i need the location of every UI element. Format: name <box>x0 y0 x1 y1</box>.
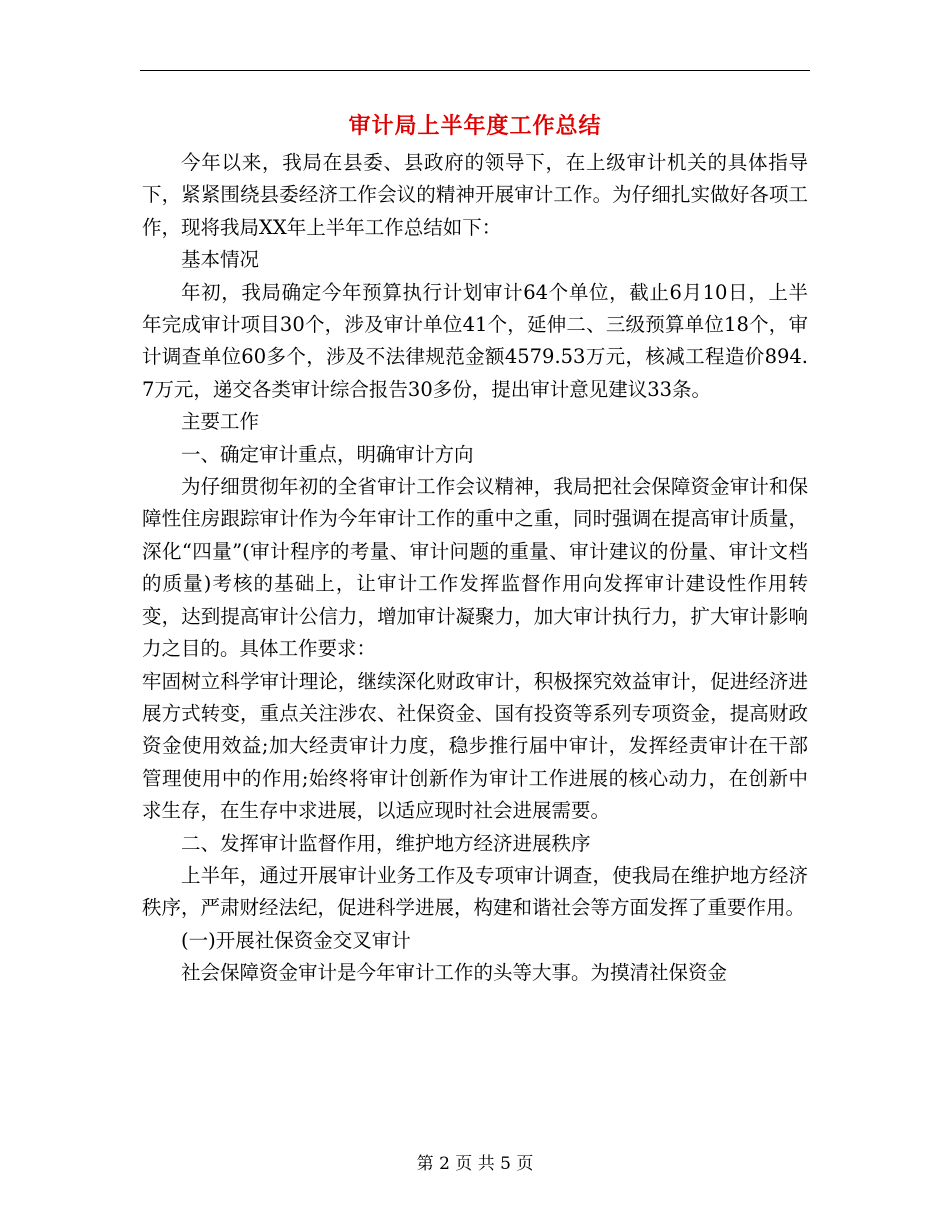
subheading-social-security: (一)开展社保资金交叉审计 <box>181 928 411 952</box>
page-number-footer: 第 2 页 共 5 页 <box>416 1154 534 1174</box>
supervision-paragraph: 上半年，通过开展审计业务工作及专项审计调查，使我局在维护地方经济秩序，严肃财经法纪，促进科学进展，构建和谐社会等方面发挥了重要作用。 <box>142 863 808 920</box>
requirements-paragraph: 牢固树立科学审计理论，继续深化财政审计，积极探究效益审计，促进经济进展方式转变，重点关注涉农、社保资金、国有投资等系列专项资金，提高财政资金使用效益;加大经责审计力度，稳步推行届中审计，发挥经责审计在干部管理使用中的作用;始终将审计创新作为审计工作进展的核心动力，在创新中求生存，在生存中求进展，以适应现时社会进展需要。 <box>142 669 808 823</box>
social-security-paragraph: 社会保障资金审计是今年审计工作的头等大事。为摸清社保资金 <box>181 961 728 985</box>
intro-paragraph: 今年以来，我局在县委、县政府的领导下，在上级审计机关的具体指导下，紧紧围绕县委经济工作会议的精神开展审计工作。为仔细扎实做好各项工作，现将我局XX年上半年工作总结如下： <box>142 151 808 239</box>
header-rule <box>140 70 810 71</box>
subheading-one: 一、确定审计重点，明确审计方向 <box>181 442 474 466</box>
basic-situation-paragraph: 年初，我局确定今年预算执行计划审计64个单位，截止6月10日，上半年完成审计项目30个，涉及审计单位41个，延伸二、三级预算单位18个，审计调查单位60多个，涉及不法律规范金额4579.53万元，核减工程造价894.7万元，递交各类审计综合报告30多份，提出审计意见建议33条。 <box>142 280 808 401</box>
focus-paragraph: 为仔细贯彻年初的全省审计工作会议精神，我局把社会保障资金审计和保障性住房跟踪审计作为今年审计工作的重中之重，同时强调在提高审计质量，深化“四量”(审计程序的考量、审计问题的重量、审计建议的份量、审计文档的质量)考核的基础上，让审计工作发挥监督作用向发挥审计建设性作用转变，达到提高审计公信力，增加审计凝聚力，加大审计执行力，扩大审计影响力之目的。具体工作要求： <box>142 475 808 661</box>
section-heading-basic: 基本情况 <box>181 248 260 272</box>
document-body <box>142 147 808 990</box>
section-heading-main-work: 主要工作 <box>181 410 260 434</box>
document-title: 审计局上半年度工作总结 <box>348 113 602 139</box>
subheading-two: 二、发挥审计监督作用，维护地方经济进展秩序 <box>181 831 591 855</box>
